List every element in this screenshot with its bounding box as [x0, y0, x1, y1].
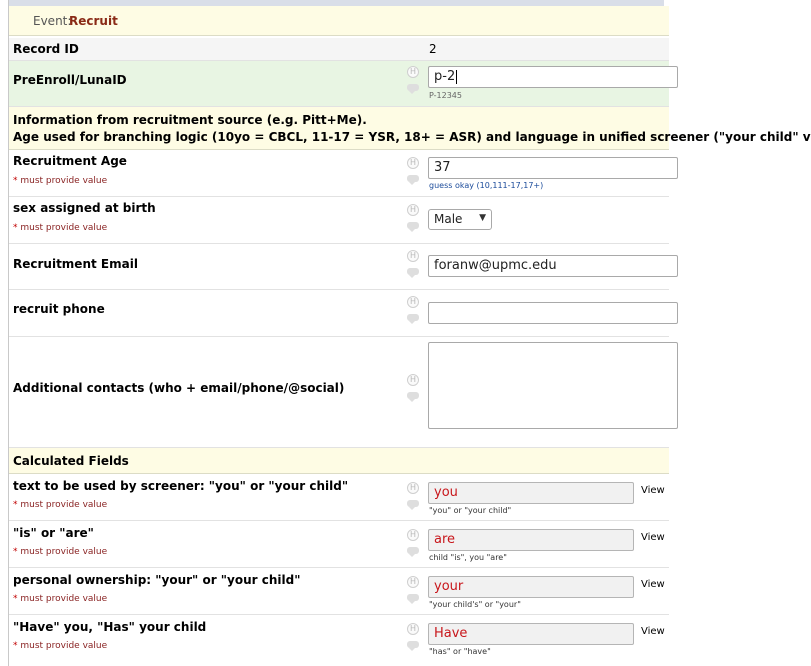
info-line-1: Information from recruitment source (e.g. Pitt+Me).	[13, 113, 367, 127]
history-icon[interactable]: H	[407, 204, 419, 216]
preenroll-value: p-2	[434, 69, 456, 84]
contacts-row	[9, 337, 669, 448]
history-icon[interactable]: H	[407, 157, 419, 169]
comment-icon[interactable]	[407, 175, 419, 182]
calc-you-label: text to be used by screener: "you" or "your child"	[13, 479, 349, 493]
history-icon[interactable]: H	[407, 296, 419, 308]
record-id-row	[9, 38, 669, 61]
preenroll-note: P-12345	[429, 91, 462, 100]
comment-icon[interactable]	[407, 500, 419, 507]
email-label: Recruitment Email	[13, 257, 138, 271]
phone-row	[9, 290, 669, 337]
comment-icon[interactable]	[407, 392, 419, 399]
history-icon[interactable]: H	[407, 374, 419, 386]
age-input[interactable]: 37	[428, 157, 678, 179]
history-icon[interactable]: H	[407, 529, 419, 541]
contacts-textarea[interactable]	[428, 342, 678, 429]
required-note: * must provide value	[13, 641, 108, 651]
history-icon[interactable]: H	[407, 66, 419, 78]
calculated-header-title: Calculated Fields	[13, 454, 129, 468]
calc-have-input[interactable]: Have	[428, 623, 634, 645]
age-label: Recruitment Age	[13, 154, 127, 168]
calc-isare-label: "is" or "are"	[13, 526, 94, 540]
comment-icon[interactable]	[407, 594, 419, 601]
required-note: * must provide value	[13, 547, 108, 557]
calc-isare-input[interactable]: are	[428, 529, 634, 551]
email-row	[9, 244, 669, 290]
info-line-2: Age used for branching logic (10yo = CBCL, 11-17 = YSR, 18+ = ASR) and language in unified screener ("your child" v	[13, 130, 811, 144]
comment-icon[interactable]	[407, 547, 419, 554]
phone-input[interactable]	[428, 302, 678, 324]
calc-your-note: "your child's" or "your"	[429, 600, 521, 609]
calc-have-note: "has" or "have"	[429, 647, 491, 656]
event-name: Recruit	[69, 14, 118, 28]
view-equation-link[interactable]: View	[641, 485, 665, 496]
sex-label: sex assigned at birth	[13, 201, 156, 215]
history-icon[interactable]: H	[407, 250, 419, 262]
calc-isare-note: child "is", you "are"	[429, 553, 507, 562]
history-icon[interactable]: H	[407, 576, 419, 588]
required-note: * must provide value	[13, 594, 108, 604]
calc-your-input[interactable]: your	[428, 576, 634, 598]
required-note: * must provide value	[13, 500, 108, 510]
comment-icon[interactable]	[407, 314, 419, 321]
comment-icon[interactable]	[407, 84, 419, 91]
calc-you-note: "you" or "your child"	[429, 506, 512, 515]
view-equation-link[interactable]: View	[641, 532, 665, 543]
record-id-value: 2	[429, 42, 437, 56]
sex-select[interactable]	[428, 209, 492, 230]
event-label: Event:	[33, 14, 72, 28]
required-note: * must provide value	[13, 223, 108, 233]
comment-icon[interactable]	[407, 641, 419, 648]
calculated-header	[9, 448, 669, 474]
info-section	[9, 107, 811, 150]
email-input[interactable]: foranw@upmc.edu	[428, 255, 678, 277]
record-id-label: Record ID	[13, 42, 79, 56]
event-header	[9, 6, 669, 36]
comment-icon[interactable]	[407, 268, 419, 275]
calc-you-input[interactable]: you	[428, 482, 634, 504]
calc-have-row	[9, 615, 669, 660]
text-cursor	[456, 70, 457, 84]
view-equation-link[interactable]: View	[641, 626, 665, 637]
calc-you-row	[9, 474, 669, 521]
sex-row	[9, 197, 669, 244]
age-note: guess okay (10,111-17,17+)	[429, 181, 544, 190]
required-note: * must provide value	[13, 176, 108, 186]
view-equation-link[interactable]: View	[641, 579, 665, 590]
calc-isare-row	[9, 521, 669, 568]
history-icon[interactable]: H	[407, 482, 419, 494]
age-row	[9, 150, 669, 197]
calc-your-label: personal ownership: "your" or "your child"	[13, 573, 301, 587]
preenroll-input[interactable]	[428, 66, 678, 88]
preenroll-label: PreEnroll/LunaID	[13, 73, 127, 87]
calc-your-row	[9, 568, 669, 615]
calc-have-label: "Have" you, "Has" your child	[13, 620, 207, 634]
chevron-down-icon: ▼	[479, 213, 486, 223]
comment-icon[interactable]	[407, 222, 419, 229]
sex-select-value: Male	[434, 212, 463, 226]
contacts-label: Additional contacts (who + email/phone/@social)	[13, 381, 345, 395]
phone-label: recruit phone	[13, 302, 105, 316]
history-icon[interactable]: H	[407, 623, 419, 635]
preenroll-row	[9, 61, 669, 107]
